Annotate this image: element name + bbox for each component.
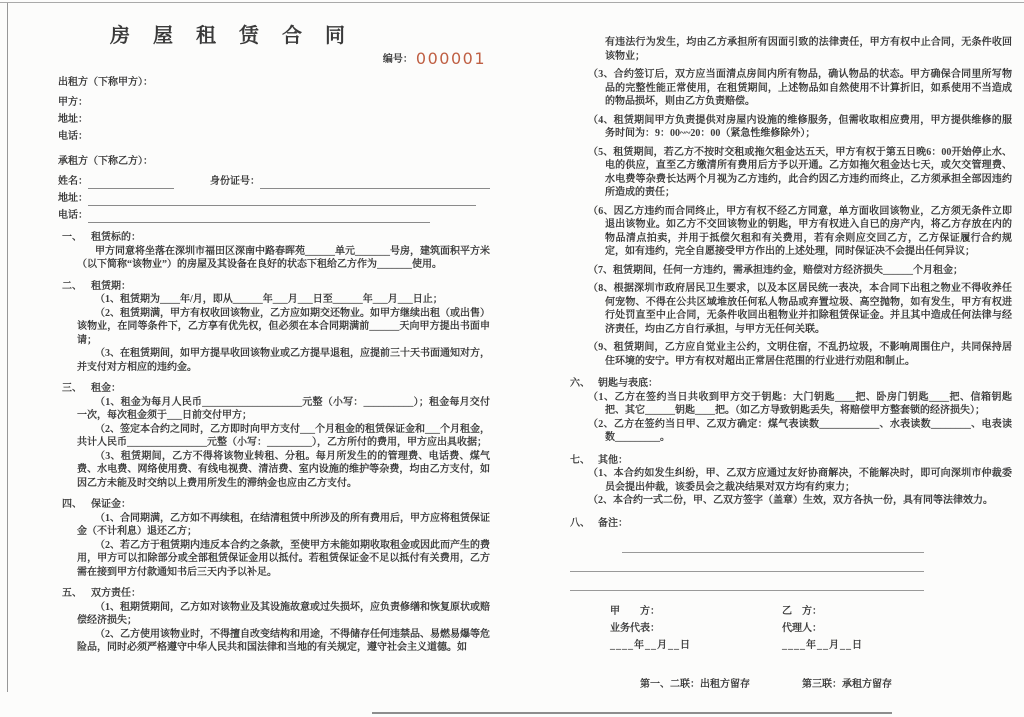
copy-note-lessee: 第三联：承租方留存: [802, 679, 892, 690]
section-number: 一、: [62, 232, 82, 243]
section-title: 其他：: [598, 454, 628, 466]
page-title: 房 屋 租 赁 合 同: [110, 25, 354, 47]
section-title: 租赁期：: [91, 280, 131, 292]
serial-row: [58, 49, 490, 70]
remark-blank-line: [570, 553, 924, 572]
lessor-name-label: 甲方：: [58, 96, 88, 108]
lessee-phone-blank: [88, 211, 430, 223]
signature-block: [610, 605, 1012, 656]
lessee-address-row: [58, 189, 490, 206]
section-number: 八、: [570, 517, 590, 529]
scan-edge-left: [7, 3, 8, 692]
clause-2-1: （1、租赁期为____年/月，即从______年___月___日至______年___月___日止；: [95, 294, 443, 305]
clause-5-3: （3、合约签订后，双方应当面清点房间内所有物品，确认物品的状态。甲方确保合同里所写物品的完整性能正常使用，在租赁期间，上述物品如自然使用不计算折旧，如系使用不当造成的物品损坏，则由乙方负责赔偿。: [588, 69, 1012, 107]
section-number: 五、: [62, 588, 82, 599]
section-title: 双方责任：: [91, 588, 141, 599]
clause-5-9: （9、租赁期间，乙方应自觉业主公约，文明住宿，不乱扔垃圾，不影响周围住户，共同保持居住环境的安宁。甲方有权对超出正常居住范围的行业进行劝阻和制止。: [588, 342, 1012, 367]
lessor-block: [58, 76, 490, 144]
remark-blank-line: [622, 534, 924, 553]
lessor-phone-row: [58, 127, 490, 144]
party-a-signature-label: 甲 方：: [610, 606, 660, 617]
serial-number: 000001: [415, 49, 486, 68]
clause-2-2: （2、租赁期满，甲方有权收回该物业，乙方应如期交还物业。如甲方继续出租（或出售）该物业，在同等条件下，乙方享有优先权，但必须在本合同期满前______天向甲方提出书面申请；: [77, 307, 490, 346]
signature-rep-row: [610, 622, 1012, 639]
clause-1-1: 甲方同意将坐落在深圳市福田区深南中路春晖苑______单元_______号房，建筑面积平方米（以下简称“该物业”）的房屋及其设备在良好的状态下租给乙方作为_______使用。: [77, 245, 490, 270]
lessor-address-label: 地址：: [58, 113, 88, 125]
clause-2-3: （3、在租赁期间，如甲方提早收回该物业或乙方提早退租，应提前三十天书面通知对方，并支付对方相应的违约金。: [77, 348, 490, 373]
clause-3-1: （1、租金为每月人民币____________________元整（小写：__________）；租金每月交付一次，每次租金须于___日前交付甲方；: [77, 396, 490, 421]
signature-party-row: [610, 605, 1012, 622]
clause-5-4: （4、租赁期间甲方负责提供对房屋内设施的维修服务，但需收取相应费用，甲方提供维修的服务时间为：9：00~~20：00（紧急性维修除外）；: [588, 114, 1012, 139]
remarks-lines: [570, 534, 1012, 591]
lessor-heading: 出租方（下称甲方）：: [58, 77, 153, 88]
section-rent: [58, 382, 490, 490]
lessor-address-row: [58, 110, 490, 127]
clause-5-1: （1、租期赁期间，乙方如对该物业及其设施故意或过失损坏，应负责修缮和恢复原状或赔偿经济损失；: [77, 601, 490, 626]
clause-5-8: （8、根据深圳市政府居民卫生要求，以及本区居民统一表决，本合同下出租之物业不得收养任何宠物、不得在公共区域堆放任何私人物品或弃置垃圾、高空抛物，如有发生，甲方有权进行处罚直至中止合同，无条件收回出租物业并扣除租赁保证金。并且其中造成任何法律与经济责任，均由乙方自行承担，与甲方无任何关联。: [588, 283, 1012, 335]
section-number: 七、: [570, 454, 590, 466]
lessee-id-label: 身份证号：: [210, 175, 260, 187]
section-number: 六、: [570, 378, 590, 389]
section-number: 四、: [62, 499, 82, 510]
clause-5-7: （7、租赁期间，任何一方违约，需承担违约金，赔偿对方经济损失______个月租金；: [588, 264, 963, 276]
clause-5-5: （5、租赁期间，若乙方不按时交租或拖欠租金达五天，甲方有权于第五日晚6：00开始停止水、电的供应，直至乙方缴清所有费用后方予以开通。乙方如拖欠租金达七天，或欠交管理费、水电费等杂费长达两个月视为乙方违约，此合约因乙方违约而终止，乙方须承担全部因违约所造成的责任；: [588, 146, 1012, 198]
lessee-address-label: 地址：: [58, 192, 88, 204]
copy-note-lessor: 第一、二联：出租方留存: [640, 679, 750, 690]
section-title: 钥匙与表底：: [598, 378, 658, 389]
lessor-name-row: [58, 93, 490, 110]
lessee-name-blank: [88, 177, 174, 189]
clause-3-3: （3、租赁期间，乙方不得将该物业转租、分租。每月所发生的的管理费、电话费、煤气费、水电费、网络使用费、有线电视费、清洁费、室内设施的维护等杂费，均由乙方支付，如因乙方未能及时交纳以上费用所发生的滞纳金也应由乙方支付。: [77, 450, 490, 489]
signature-date-row: [610, 639, 1012, 656]
clause-5-2-continued: 有违法行为发生，均由乙方承担所有因面引致的法律责任，甲方有权中止合同，无条件收回该物业；: [605, 37, 1012, 62]
section-title: 租赁标的：: [91, 232, 141, 243]
lessee-phone-row: [58, 206, 490, 223]
copies-note: [640, 678, 1012, 692]
section-title: 备注：: [598, 517, 628, 529]
scan-edge-top: [0, 2, 1024, 3]
section-title: 保证金：: [91, 499, 131, 510]
party-b-rep-label: 代理人：: [782, 623, 822, 634]
lessor-phone-label: 电话：: [58, 130, 88, 142]
section-remarks: [570, 517, 1012, 592]
clause-5-2: （2、乙方使用该物业时，不得擅自改变结构和用途，不得储存任何违禁品、易燃易爆等危险品，同时必须严格遵守中华人民共和国法律和当地的有关规定，遵守社会主义道德。如: [77, 628, 490, 653]
lessee-block: [58, 155, 490, 223]
clause-5-6: （6、因乙方违约而合同终止，甲方有权不经乙方同意，单方面收回该物业，乙方须无条件立即退出该物业。如乙方不交回该物业的钥匙，甲方有权进入自已的房产内，将乙方存放在内的物品清点拍卖，并用于抵偿欠租和有关费用，若有余则应交回乙方，乙方保证履行合约规定，如有违约，完全自愿接受甲方作出的上述处理，同时保证决不会提出任何异议；: [588, 205, 1012, 257]
left-column: [58, 24, 490, 655]
lessee-address-blank: [88, 194, 476, 206]
section-responsibilities: [58, 587, 490, 655]
section-rental-subject: [58, 231, 490, 272]
section-deposit: [58, 498, 490, 579]
right-column: [570, 36, 1012, 692]
section-others: [570, 454, 1012, 508]
clause-6-1: （1、乙方在签约当日共收到甲方交于钥匙：大门钥匙____把、卧房门钥匙____把、信箱钥匙把、其它______钥匙____把。（如乙方导致钥匙丢失，将赔偿甲方整套锁的经济损失）；: [588, 391, 1012, 416]
lessee-name-row: [58, 172, 490, 189]
clause-7-1: （1、本合约如发生纠纷，甲、乙双方应通过友好协商解决，不能解决时，即可向深圳市仲裁委员会提出仲裁，该委员会之裁决结果对双方均有约束力；: [588, 468, 1012, 493]
section-number: 三、: [62, 383, 82, 394]
scan-edge-bottom: [372, 712, 892, 714]
section-lease-term: [58, 280, 490, 375]
clause-4-1: （1、合同期满，乙方如不再续租，在结清租赁中所涉及的所有费用后，甲方应将租赁保证金（不计利息）退还乙方；: [77, 512, 490, 537]
remark-blank-line: [570, 572, 924, 591]
lessee-name-label: 姓名：: [58, 175, 88, 187]
lessee-heading: 承租方（下称乙方）：: [58, 156, 153, 167]
party-a-date: ____年__月__日: [610, 640, 691, 651]
clause-7-2: （2、本合约一式二份，甲、乙双方签字（盖章）生效，双方各执一份，具有同等法律效力。: [588, 495, 993, 506]
party-b-date: ____年__月__日: [782, 640, 863, 651]
lessee-phone-label: 电话：: [58, 209, 88, 221]
section-number: 二、: [62, 280, 82, 292]
party-b-signature-label: 乙 方：: [782, 606, 822, 617]
party-a-rep-label: 业务代表：: [610, 623, 660, 634]
section-title: 租金：: [91, 383, 121, 394]
clause-3-2: （2、签定本合约之同时，乙方即时向甲方支付___个月租金的租赁保证金和___个月租金，共计人民币________________元整（小写：_________），乙方所付的费用，甲方应出具收据；: [77, 423, 490, 448]
clause-4-2: （2、若乙方于租赁期内违反本合约之条款，至使甲方未能如期收取租金或因此而产生的费用，甲方可以扣除部分或全部租赁保证金用以抵付。若租赁保证金不足以抵付有关费用，乙方需在接到甲方付款通知书后三天内予以补足。: [77, 539, 490, 578]
section-keys-meters: [570, 377, 1012, 445]
clause-6-2: （2、乙方在签约当日甲、乙双方确定：煤气表读数____________、水表读数________、电表读数_________。: [588, 418, 1012, 443]
lessee-id-blank: [260, 177, 490, 189]
serial-label: 编号：: [382, 54, 413, 65]
